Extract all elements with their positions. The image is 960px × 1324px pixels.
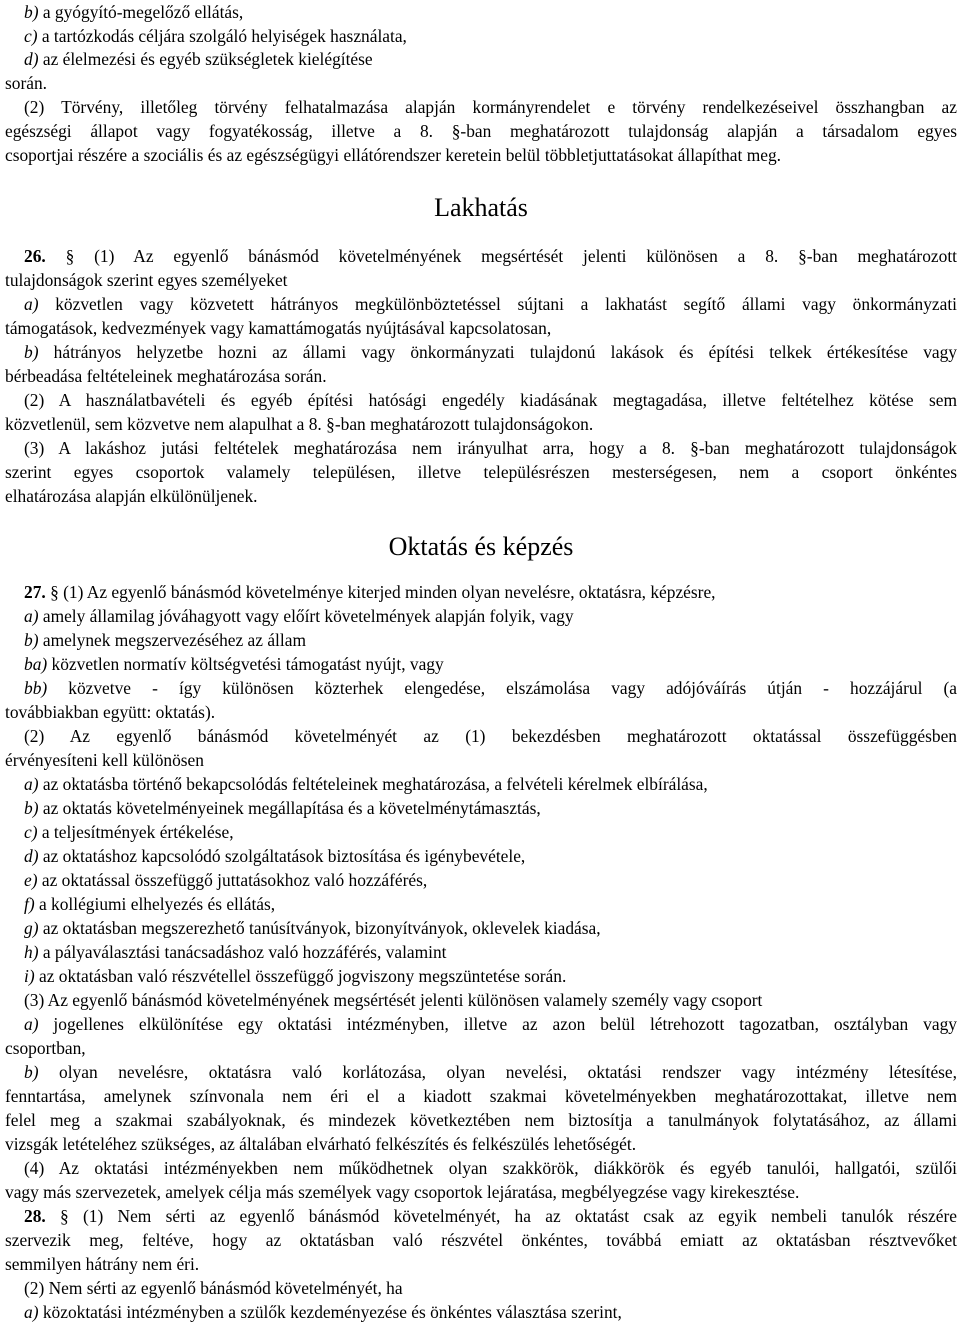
line-text: hátrányos helyzetbe hozni az állami vagy önkormányzati tulajdonú lakások és építési telkek értékesítése vagy [38, 342, 957, 362]
line-text: az oktatáshoz kapcsolódó szolgáltatások biztosítása és igénybevétele, [38, 846, 526, 866]
text-line [5, 1132, 957, 1156]
text-line [24, 796, 957, 820]
text-line [24, 604, 957, 628]
list-marker: d) [24, 846, 39, 866]
list-marker: b) [24, 1062, 39, 1082]
text-line [24, 1276, 957, 1300]
section-number: 27. [24, 582, 46, 602]
list-marker: i) [24, 966, 35, 986]
text-line [5, 460, 957, 484]
text-line [5, 700, 957, 724]
line-text: az élelmezési és egyéb szükségletek kielégítése [38, 49, 373, 69]
text-line [24, 820, 957, 844]
text-line [24, 916, 957, 940]
line-text: közvetlen vagy közvetett hátrányos megkülönböztetéssel sújtani a lakhatást segítő állami vagy önkormányzati [38, 294, 957, 314]
line-text: a tartózkodás céljára szolgáló helyiségek használata, [37, 26, 407, 46]
line-text: során. [5, 73, 48, 93]
line-text: az oktatással összefüggő juttatásokhoz való hozzáférés, [37, 870, 428, 890]
text-line [24, 1300, 957, 1324]
text-line [5, 1180, 957, 1204]
text-line [5, 1252, 957, 1276]
list-marker: b) [24, 630, 39, 650]
line-text: § (1) Az egyenlő bánásmód követelményének megsértését jelenti különösen a 8. §-ban meghatározott [45, 246, 957, 266]
section-heading [5, 191, 957, 225]
line-text: érvényesíteni kell különösen [5, 750, 204, 770]
text-line [24, 1012, 957, 1036]
line-text: § (1) Az egyenlő bánásmód követelménye kiterjed minden olyan nevelésre, oktatásra, képzésre, [45, 582, 716, 602]
line-text: szerint egyes csoportok valamely településen, illetve településrészen mesterségesen, nem a csoport önkéntes [5, 462, 957, 482]
line-text: § (1) Nem sérti az egyenlő bánásmód követelményét, ha az oktatást csak az egyik nembeli tanulók részére [45, 1206, 957, 1226]
line-text: (2) Törvény, illetőleg törvény felhatalmazása alapján kormányrendelet e törvény rendelkezéseivel összhangban az [24, 97, 957, 117]
text-line [5, 268, 957, 292]
list-marker: b) [24, 342, 39, 362]
text-line [24, 1204, 957, 1228]
line-text: az oktatásban megszerezhető tanúsítványok, bizonyítványok, oklevelek kiadása, [38, 918, 601, 938]
list-marker: c) [24, 822, 38, 842]
line-text: tulajdonságok szerint egyes személyeket [5, 270, 288, 290]
list-marker: h) [24, 942, 39, 962]
text-line [5, 412, 957, 436]
line-text: amely államilag jóváhagyott vagy előírt követelmények alapján folyik, vagy [38, 606, 574, 626]
text-line [24, 628, 957, 652]
text-line [24, 844, 957, 868]
text-line [24, 0, 957, 24]
list-marker: ba) [24, 654, 48, 674]
text-line [5, 484, 957, 508]
text-line [24, 340, 957, 364]
line-text: bérbeadása feltételeinek meghatározása során. [5, 366, 327, 386]
line-text: (2) A használatbavételi és egyéb építési hatósági engedély kiadásának megtagadása, illetve feltételhez kötése sem [24, 390, 957, 410]
text-line [5, 119, 957, 143]
text-line [24, 892, 957, 916]
text-line [24, 724, 957, 748]
section-number: 28. [24, 1206, 46, 1226]
list-marker: bb) [24, 678, 48, 698]
section-number: 26. [24, 246, 46, 266]
line-text: továbbiakban együtt: oktatás). [5, 702, 216, 722]
line-text: semmilyen hátrány nem éri. [5, 1254, 200, 1274]
text-line [24, 580, 957, 604]
text-line [24, 388, 957, 412]
line-text: (2) Nem sérti az egyenlő bánásmód követelményét, ha [24, 1278, 403, 1298]
list-marker: d) [24, 49, 39, 69]
text-line [24, 292, 957, 316]
section-heading [5, 530, 957, 564]
text-line [5, 1036, 957, 1060]
line-text: közvetlenül, sem közvetve nem alapulhat a 8. §-ban meghatározott tulajdonságokon. [5, 414, 594, 434]
text-line [24, 868, 957, 892]
line-text: a pályaválasztási tanácsadáshoz való hozzáférés, valamint [38, 942, 447, 962]
text-line [24, 436, 957, 460]
text-line [5, 316, 957, 340]
text-line [24, 964, 957, 988]
text-line [24, 772, 957, 796]
text-line [5, 364, 957, 388]
line-text: egészségi állapot vagy fogyatékosság, illetve a 8. §-ban meghatározott tulajdonság alapján a társadalom egyes [5, 121, 957, 141]
line-text: csoportjai részére a szociális és az egészségügyi ellátórendszer keretein belül többletjuttatásokat állapíthat meg. [5, 145, 781, 165]
line-text: vizsgák letételéhez szükséges, az általában elvárható felkészítés és felkészülés lehetőségét. [5, 1134, 637, 1154]
text-line [24, 940, 957, 964]
line-text: olyan nevelésre, oktatásra való korlátozása, olyan nevelési, oktatási rendszer vagy intézmény létesítése, [38, 1062, 957, 1082]
text-line [24, 1060, 957, 1084]
list-marker: a) [24, 774, 39, 794]
line-text: elhatározása alapján elkülönüljenek. [5, 486, 258, 506]
line-text: közvetlen normatív költségvetési támogatást nyújt, vagy [47, 654, 444, 674]
line-text: a teljesítmények értékelése, [37, 822, 234, 842]
text-line [5, 143, 957, 167]
list-marker: b) [24, 798, 39, 818]
text-line [5, 1228, 957, 1252]
list-marker: a) [24, 1014, 39, 1034]
list-marker: f) [24, 894, 35, 914]
text-line [24, 1156, 957, 1180]
list-marker: a) [24, 606, 39, 626]
list-marker: a) [24, 1302, 39, 1322]
list-marker: g) [24, 918, 39, 938]
line-text: jogellenes elkülönítése egy oktatási intézményben, illetve az azon belül létrehozott tagozatban, osztályban vagy [38, 1014, 957, 1034]
list-marker: a) [24, 294, 39, 314]
list-marker: e) [24, 870, 38, 890]
text-line [5, 748, 957, 772]
line-text: közvetve - így különösen közterhek elengedése, elszámolása vagy adójóváírás útján - hozzájárul (a [47, 678, 957, 698]
text-line [5, 71, 957, 95]
line-text: az oktatásba történő bekapcsolódás feltételeinek meghatározása, a felvételi kérelmek elbírálása, [38, 774, 708, 794]
line-text: (4) Az oktatási intézményekben nem működhetnek olyan szakkörök, diákkörök és egyéb tanulói, hallgatói, szülői [24, 1158, 957, 1178]
text-line [24, 24, 957, 48]
line-text: az oktatás követelményeinek megállapítása és a követelménytámasztás, [38, 798, 541, 818]
text-line [24, 652, 957, 676]
text-line [24, 244, 957, 268]
list-marker: b) [24, 2, 39, 22]
line-text: a gyógyító-megelőző ellátás, [38, 2, 244, 22]
text-line [24, 95, 957, 119]
heading-text: Lakhatás [434, 193, 528, 222]
line-text: amelynek megszervezéséhez az állam [38, 630, 306, 650]
text-line [24, 988, 957, 1012]
line-text: a kollégiumi elhelyezés és ellátás, [34, 894, 276, 914]
line-text: támogatások, kedvezmények vagy kamattámogatás nyújtásával kapcsolatosan, [5, 318, 552, 338]
line-text: felel meg a szakmai szabályoknak, és mindezek következtében nem biztosítja a tanulmányok folytatásához, az állami [5, 1110, 957, 1130]
heading-text: Oktatás és képzés [388, 532, 574, 561]
text-line [5, 1108, 957, 1132]
line-text: fenntartása, amelynek színvonala nem éri el a kiadott szakmai követelményekben meghatározottakat, illetve nem [5, 1086, 957, 1106]
list-marker: c) [24, 26, 38, 46]
line-text: (3) A lakáshoz jutási feltételek meghatározása nem irányulhat arra, hogy a 8. §-ban meghatározott tulajdonságok [24, 438, 957, 458]
text-line [24, 676, 957, 700]
line-text: (2) Az egyenlő bánásmód követelményét az (1) bekezdésben meghatározott oktatással összefüggésben [24, 726, 957, 746]
line-text: szervezik meg, feltéve, hogy az oktatásban való részvétel önkéntes, továbbá emiatt az oktatásban résztvevőket [5, 1230, 957, 1250]
text-line [24, 47, 957, 71]
line-text: közoktatási intézményben a szülők kezdeményezése és önkéntes választása szerint, [38, 1302, 622, 1322]
text-line [5, 1084, 957, 1108]
line-text: vagy más szervezetek, amelyek célja más személyek vagy csoportok lejáratása, megbélyegzése vagy kirekesztése. [5, 1182, 800, 1202]
line-text: az oktatásban való részvétellel összefüggő jogviszony megszüntetése során. [34, 966, 567, 986]
line-text: csoportban, [5, 1038, 86, 1058]
line-text: (3) Az egyenlő bánásmód követelményének megsértését jelenti különösen valamely személy vagy csoport [24, 990, 763, 1010]
